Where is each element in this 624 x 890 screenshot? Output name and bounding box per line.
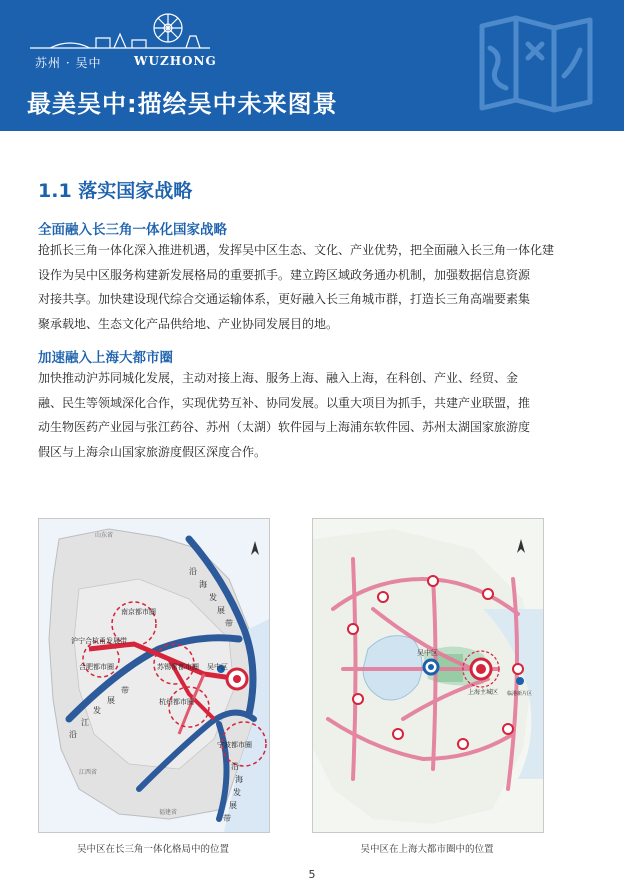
label-coast-l4: 展: [107, 696, 115, 705]
paragraph-line: 聚承载地、生态文化产品供给地、产业协同发展目的地。: [38, 316, 339, 331]
page-number: 5: [308, 868, 316, 881]
section-title: 1.1 落实国家战略: [38, 180, 193, 202]
label-south4: 展: [229, 801, 237, 810]
folded-map-icon: [476, 14, 596, 114]
brand-chinese: 苏州 · 吴中: [35, 56, 102, 70]
label-coast-r1: 沿: [189, 567, 197, 576]
label-jiangxi: 江西省: [79, 769, 98, 776]
label-wuzhong: 吴中区: [417, 649, 438, 657]
label-coast-r2: 海: [199, 580, 207, 589]
label-hangzhou: 杭州都市圈: [159, 698, 194, 706]
page-header: [0, 0, 624, 131]
subsection-title-yrd: 全面融入长三角一体化国家战略: [38, 222, 227, 238]
label-lingang: 临港新片区: [507, 691, 533, 697]
label-south2: 海: [235, 775, 243, 784]
label-sxc: 苏锡常都市圈: [157, 663, 199, 671]
label-coast-l2: 江: [81, 718, 89, 727]
label-coast-l1: 沿: [69, 730, 77, 739]
paragraph-line: 对接共享。加快建设现代综合交通运输体系，更好融入长三角城市群，打造长三角高端要素集: [38, 292, 531, 306]
label-south1: 沿: [231, 762, 239, 771]
shanghai-metro-map: [312, 518, 544, 833]
paragraph-line: 设作为吴中区服务构建新发展格局的重要抓手。建立跨区域政务通办机制，加强数据信息资源: [38, 267, 531, 282]
label-shanghai-main: 上海主城区: [468, 689, 499, 696]
label-ningbo: 宁波都市圈: [217, 741, 252, 749]
label-hening: 沪宁合杭甬发展带: [71, 637, 127, 645]
paragraph-line: 融、民生等领域深化合作，实现优势互补、协同发展。以重大项目为抓手，共建产业联盟，推: [38, 395, 531, 410]
label-fujian: 福建省: [159, 809, 178, 816]
header-title: 最美吴中:描绘吴中未来图景: [27, 90, 338, 118]
label-shandong: 山东省: [95, 532, 114, 539]
label-coast-l3: 发: [93, 706, 101, 715]
paragraph-yrd: [38, 238, 598, 336]
label-coast-r5: 带: [225, 619, 233, 628]
paragraph-shanghai: [38, 366, 598, 464]
caption-shanghai-map: 吴中区在上海大都市圈中的位置: [360, 844, 494, 855]
label-coast-r3: 发: [209, 593, 217, 602]
yrd-map-graphic: [39, 519, 269, 832]
shanghai-metro-map-graphic: [313, 519, 543, 832]
label-wuzhong: 吴中区: [207, 663, 228, 671]
skyline-logo-icon: [30, 10, 210, 54]
subsection-title-shanghai: 加速融入上海大都市圈: [38, 350, 173, 366]
label-south5: 带: [223, 814, 231, 823]
label-nanjing: 南京都市圈: [121, 608, 156, 616]
paragraph-line: 动生物医药产业园与张江药谷、苏州（太湖）软件园与上海浦东软件园、苏州太湖国家旅游度: [38, 420, 531, 434]
paragraph-line: 假区与上海佘山国家旅游度假区深度合作。: [38, 444, 267, 459]
label-hefei: 合肥都市圈: [79, 663, 114, 671]
label-coast-l5: 带: [121, 686, 129, 695]
yrd-map: [38, 518, 270, 833]
label-south3: 发: [233, 788, 241, 797]
caption-yrd-map: 吴中区在长三角一体化格局中的位置: [76, 844, 229, 855]
paragraph-line: 抢抓长三角一体化深入推进机遇，发挥吴中区生态、文化、产业优势，把全面融入长三角一体化建: [38, 243, 555, 257]
brand-english: WUZHONG: [134, 54, 217, 68]
label-coast-r4: 展: [217, 606, 225, 615]
paragraph-line: 加快推动沪苏同城化发展，主动对接上海、服务上海、融入上海，在科创、产业、经贸、金: [38, 371, 519, 385]
